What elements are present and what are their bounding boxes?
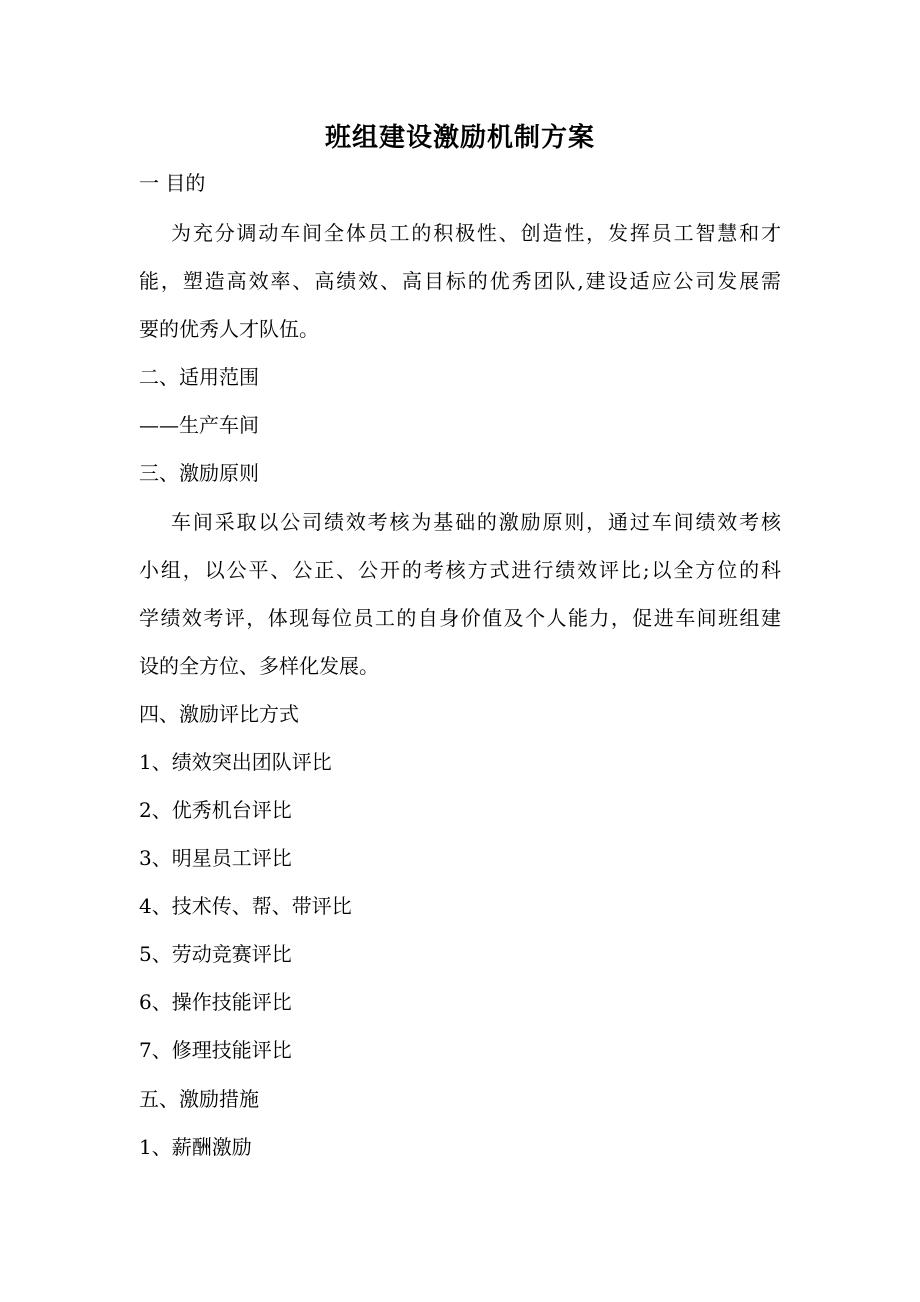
paragraph-line: 车间采取以公司绩效考核为基础的激励原则，通过车间绩效考核	[171, 510, 781, 534]
section-heading-purpose: 一 目的	[139, 171, 206, 195]
scope-content: ——生产车间	[139, 413, 259, 437]
list-item: 6、操作技能评比	[139, 990, 292, 1014]
paragraph-line: 学绩效考评，体现每位员工的自身价值及个人能力，促进车间班组建	[139, 606, 781, 630]
list-item: 2、优秀机台评比	[139, 798, 292, 822]
section-heading-scope: 二、适用范围	[139, 365, 259, 389]
document-title: 班组建设激励机制方案	[324, 123, 595, 153]
list-item: 7、修理技能评比	[139, 1038, 292, 1062]
section-heading-principles: 三、激励原则	[139, 461, 259, 485]
list-item: 3、明星员工评比	[139, 846, 292, 870]
list-item: 4、技术传、帮、带评比	[139, 894, 352, 918]
section-heading-measures: 五、激励措施	[139, 1087, 259, 1111]
paragraph-line: 小组，以公平、公正、公开的考核方式进行绩效评比;以全方位的科	[139, 558, 781, 582]
section-heading-evaluation-methods: 四、激励评比方式	[139, 702, 299, 726]
paragraph-line: 为充分调动车间全体员工的积极性、创造性，发挥员工智慧和才	[171, 221, 781, 245]
list-item: 1、绩效突出团队评比	[139, 750, 332, 774]
paragraph-line: 能，塑造高效率、高绩效、高目标的优秀团队,建设适应公司发展需	[139, 269, 781, 293]
paragraph-line: 设的全方位、多样化发展。	[139, 654, 379, 678]
list-item: 1、薪酬激励	[139, 1135, 252, 1159]
list-item: 5、劳动竞赛评比	[139, 942, 292, 966]
paragraph-line: 要的优秀人才队伍。	[139, 317, 319, 341]
